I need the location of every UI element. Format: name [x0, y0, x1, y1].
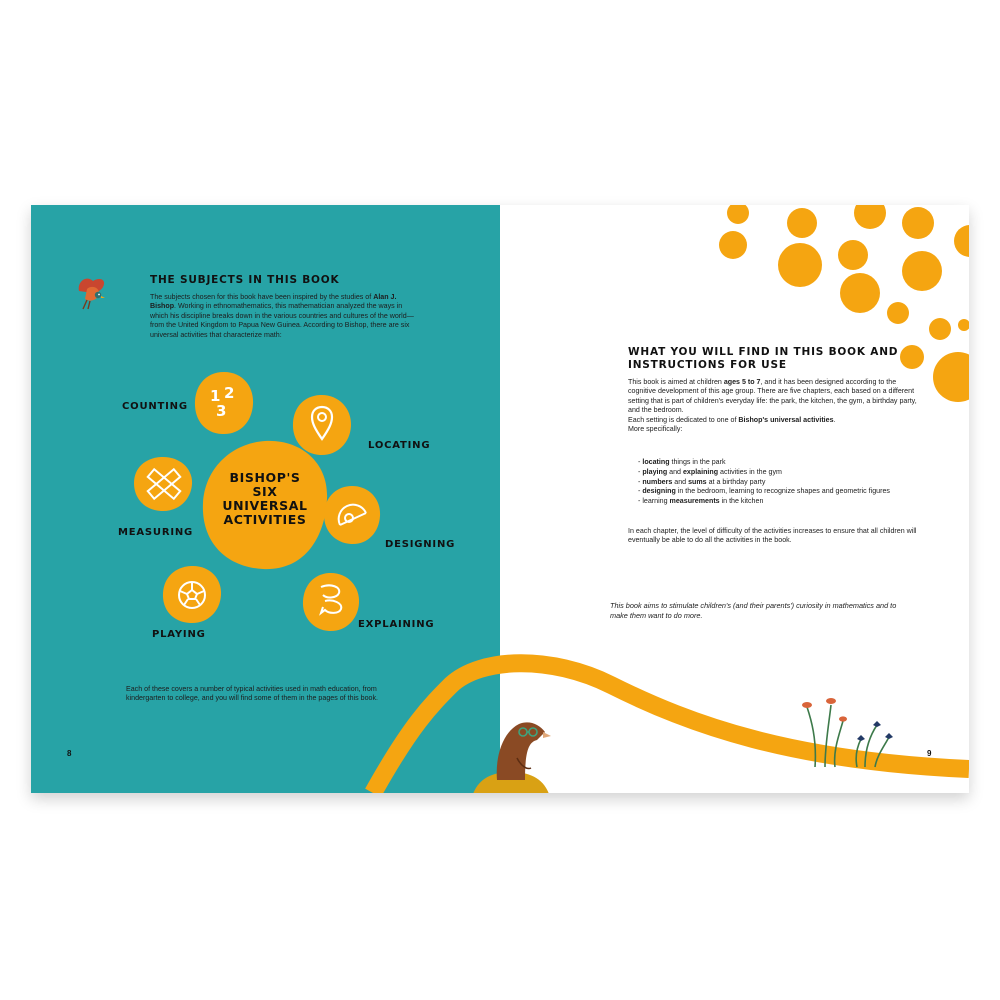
- text-part: More specifically:: [628, 425, 683, 434]
- mole-illustration: [469, 710, 553, 793]
- flowers-illustration: [795, 689, 895, 769]
- left-heading: THE SUBJECTS IN THIS BOOK: [150, 274, 340, 286]
- center-title-line: BISHOP'S: [229, 470, 301, 485]
- digit-1: 1: [210, 387, 221, 405]
- center-title-line: ACTIVITIES: [223, 512, 307, 527]
- text-part: .: [833, 415, 836, 424]
- center-title-line: UNIVERSAL: [222, 498, 308, 513]
- list-item: - numbers and sums at a birthday party: [638, 478, 766, 486]
- list-item: - playing and explaining activities in the gym: [638, 468, 782, 476]
- intro-part: . Working in ethnomathematics, this mathematician analyzed the ways in which his discipline breaks down in the various countries and cultures of the world—from the United Kingdom to Papua New Guinea. According to Bishop, there are six universal activities that characterize math:: [150, 302, 414, 339]
- digit-3: 3: [216, 402, 227, 420]
- list-item: - learning measurements in the kitchen: [638, 497, 764, 506]
- page-number-left: 8: [67, 749, 72, 758]
- heading-line: WHAT YOU WILL FIND IN THIS BOOK AND: [628, 346, 899, 358]
- intro-part: The subjects chosen for this book have been inspired by the studies of: [150, 293, 374, 301]
- label-measuring: MEASURING: [118, 527, 194, 538]
- list-item: - designing in the bedroom, learning to recognize shapes and geometric figures: [638, 487, 890, 495]
- bishop-activities: Bishop's universal activities: [738, 415, 834, 424]
- digit-2: 2: [224, 384, 235, 402]
- page-number-right: 9: [927, 749, 932, 758]
- book-spread: [31, 205, 969, 793]
- left-closing-text: Each of these covers a number of typical activities used in math education, from kindergarten to college, and you will find some of them in the pages of this book.: [126, 685, 378, 703]
- list-item: - locating things in the park: [638, 458, 726, 466]
- text-part: This book is aimed at children: [628, 378, 724, 386]
- italic-note: This book aims to stimulate children's (and their parents') curiosity in mathematics and to make them want to do more.: [610, 601, 897, 620]
- label-designing: DESIGNING: [385, 539, 456, 550]
- label-counting: COUNTING: [122, 401, 188, 412]
- label-locating: LOCATING: [368, 440, 431, 451]
- center-title-line: SIX: [252, 484, 278, 499]
- text-part: Each setting is dedicated to one of: [628, 415, 739, 424]
- author-name: Alan J. Bishop: [150, 293, 397, 311]
- label-explaining: EXPLAINING: [358, 619, 435, 630]
- right-closing-text: In each chapter, the level of difficulty of the activities increases to ensure that all children will eventually be able to do all the activities in the book.: [628, 527, 917, 545]
- age-range: ages 5 to 7: [723, 378, 761, 386]
- heading-line: INSTRUCTIONS FOR USE: [628, 359, 787, 371]
- text-part: , and it has been designed according to the cognitive development of this age group. There are five chapters, each based on a different setting that is part of children's everyday life: the park, the kitchen, the gym, a birthday party, and the bedroom.: [628, 378, 917, 415]
- label-playing: PLAYING: [152, 629, 206, 640]
